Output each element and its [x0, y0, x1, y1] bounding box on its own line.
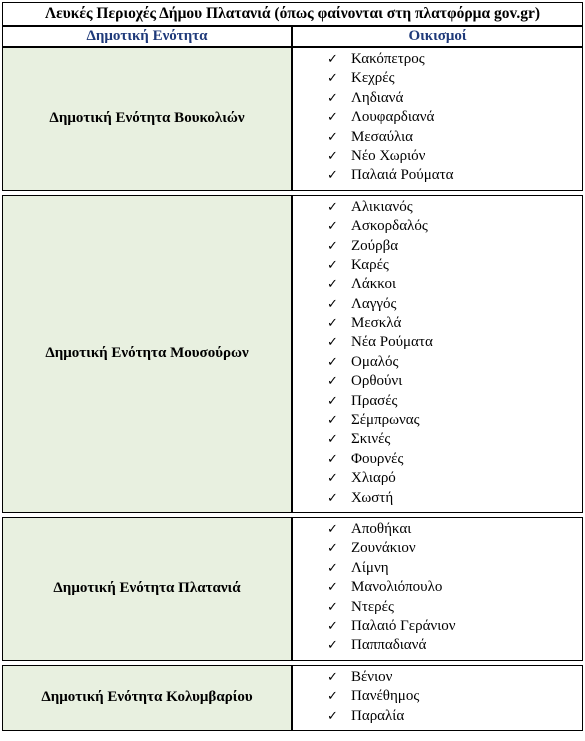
list-item	[327, 520, 582, 539]
list-item	[327, 108, 582, 127]
list-item	[327, 275, 582, 294]
checkmark-icon: ✓	[327, 580, 338, 596]
list-item	[327, 598, 582, 617]
list-item	[327, 217, 582, 236]
checkmark-icon: ✓	[327, 413, 338, 429]
list-item	[327, 469, 582, 488]
title-row	[2, 2, 583, 26]
table-row	[2, 517, 583, 661]
settlement-name: Ζούρβα	[351, 237, 399, 254]
municipal-unit-name: Δημοτική Ενότητα Βουκολιών	[2, 47, 292, 191]
checkmark-icon: ✓	[327, 52, 338, 67]
checkmark-icon: ✓	[327, 471, 338, 487]
checkmark-icon: ✓	[327, 296, 338, 312]
settlements-list	[293, 50, 582, 186]
settlement-name: Χωστή	[351, 489, 394, 506]
list-item	[327, 198, 582, 217]
list-item	[327, 69, 582, 88]
checkmark-icon: ✓	[327, 669, 338, 685]
checkmark-icon: ✓	[327, 71, 338, 87]
settlement-name: Κακόπετρος	[351, 51, 425, 67]
column-header-unit: Δημοτική Ενότητα	[2, 26, 292, 47]
checkmark-icon: ✓	[327, 238, 338, 254]
checkmark-icon: ✓	[327, 599, 338, 615]
settlements-cell	[292, 517, 583, 661]
checkmark-icon: ✓	[327, 219, 338, 235]
checkmark-icon: ✓	[327, 168, 338, 184]
settlement-name: Μεσαύλια	[351, 128, 413, 145]
settlement-name: Φουρνές	[351, 450, 404, 467]
checkmark-icon: ✓	[327, 129, 338, 145]
settlement-name: Καρές	[351, 256, 389, 273]
settlement-name: Παλαιό Γεράνιον	[351, 617, 456, 634]
settlement-name: Νέο Χωριόν	[351, 147, 426, 164]
settlements-list	[293, 668, 582, 726]
checkmark-icon: ✓	[327, 451, 338, 467]
checkmark-icon: ✓	[327, 148, 338, 164]
checkmark-icon: ✓	[327, 110, 338, 126]
settlement-name: Μεσκλά	[351, 315, 402, 332]
list-item	[327, 147, 582, 166]
checkmark-icon: ✓	[327, 257, 338, 273]
settlement-name: Ντερές	[351, 598, 394, 615]
list-item	[327, 237, 582, 256]
settlement-name: Αποθήκαι	[351, 520, 412, 537]
table-row	[2, 47, 583, 191]
municipal-unit-name: Δημοτική Ενότητα Κολυμβαρίου	[2, 665, 292, 731]
settlements-list	[293, 520, 582, 656]
list-item	[327, 50, 582, 69]
settlement-name: Παραλία	[351, 707, 405, 724]
checkmark-icon: ✓	[327, 432, 338, 448]
header-row	[2, 26, 583, 47]
list-item	[327, 578, 582, 597]
settlement-name: Πρασές	[351, 392, 398, 409]
settlement-name: Κεχρές	[351, 70, 395, 87]
list-item	[327, 314, 582, 333]
settlement-name: Ομαλός	[351, 353, 399, 370]
list-item	[327, 539, 582, 558]
settlement-name: Ασκορδαλός	[351, 218, 428, 235]
checkmark-icon: ✓	[327, 199, 338, 215]
checkmark-icon: ✓	[327, 638, 338, 654]
list-item	[327, 372, 582, 391]
settlement-name: Λίμνη	[351, 559, 389, 576]
list-item	[327, 333, 582, 352]
settlement-name: Παππαδιανά	[351, 637, 427, 654]
settlement-name: Λάκκοι	[351, 276, 397, 293]
municipal-unit-name: Δημοτική Ενότητα Πλατανιά	[2, 517, 292, 661]
list-item	[327, 489, 582, 508]
settlement-name: Πανέθημος	[351, 688, 420, 705]
list-item	[327, 617, 582, 636]
settlement-name: Μανολιόπουλο	[351, 579, 443, 596]
list-item	[327, 668, 582, 687]
settlement-name: Νέα Ρούματα	[351, 334, 433, 351]
table-row	[2, 665, 583, 731]
checkmark-icon: ✓	[327, 277, 338, 293]
checkmark-icon: ✓	[327, 490, 338, 506]
settlement-name: Βένιον	[351, 668, 393, 685]
checkmark-icon: ✓	[327, 689, 338, 705]
settlement-name: Λαγγός	[351, 295, 397, 312]
list-item	[327, 392, 582, 411]
list-item	[327, 353, 582, 372]
settlement-name: Λουφαρδιανά	[351, 109, 435, 126]
list-item	[327, 256, 582, 275]
list-item	[327, 450, 582, 469]
list-item	[327, 430, 582, 449]
municipal-unit-name: Δημοτική Ενότητα Μουσούρων	[2, 195, 292, 513]
settlement-name: Χλιαρό	[351, 470, 396, 487]
checkmark-icon: ✓	[327, 521, 338, 537]
settlements-cell	[292, 47, 583, 191]
table-row	[2, 195, 583, 513]
checkmark-icon: ✓	[327, 541, 338, 557]
white-areas-table	[2, 2, 583, 731]
list-item	[327, 707, 582, 726]
table-title: Λευκές Περιοχές Δήμου Πλατανιά (όπως φαίνονται στη πλατφόρμα gov.gr)	[2, 2, 583, 26]
settlement-name: Αλικιανός	[351, 198, 413, 215]
list-item	[327, 295, 582, 314]
document	[2, 2, 583, 731]
settlement-name: Παλαιά Ρούματα	[351, 167, 454, 184]
list-item	[327, 128, 582, 147]
checkmark-icon: ✓	[327, 335, 338, 351]
checkmark-icon: ✓	[327, 560, 338, 576]
checkmark-icon: ✓	[327, 708, 338, 724]
list-item	[327, 166, 582, 185]
settlements-cell	[292, 195, 583, 513]
list-item	[327, 687, 582, 706]
settlement-name: Ληδιανά	[351, 89, 404, 106]
checkmark-icon: ✓	[327, 374, 338, 390]
settlements-list	[293, 198, 582, 508]
checkmark-icon: ✓	[327, 90, 338, 106]
list-item	[327, 411, 582, 430]
list-item	[327, 636, 582, 655]
settlement-name: Ορθούνι	[351, 373, 403, 390]
list-item	[327, 89, 582, 108]
settlement-name: Σκινές	[351, 431, 391, 448]
column-header-settlements: Οικισμοί	[292, 26, 583, 47]
checkmark-icon: ✓	[327, 393, 338, 409]
settlement-name: Ζουνάκιον	[351, 540, 416, 557]
settlements-cell	[292, 665, 583, 731]
settlement-name: Σέμπρωνας	[351, 412, 420, 429]
checkmark-icon: ✓	[327, 316, 338, 332]
checkmark-icon: ✓	[327, 618, 338, 634]
checkmark-icon: ✓	[327, 354, 338, 370]
list-item	[327, 559, 582, 578]
